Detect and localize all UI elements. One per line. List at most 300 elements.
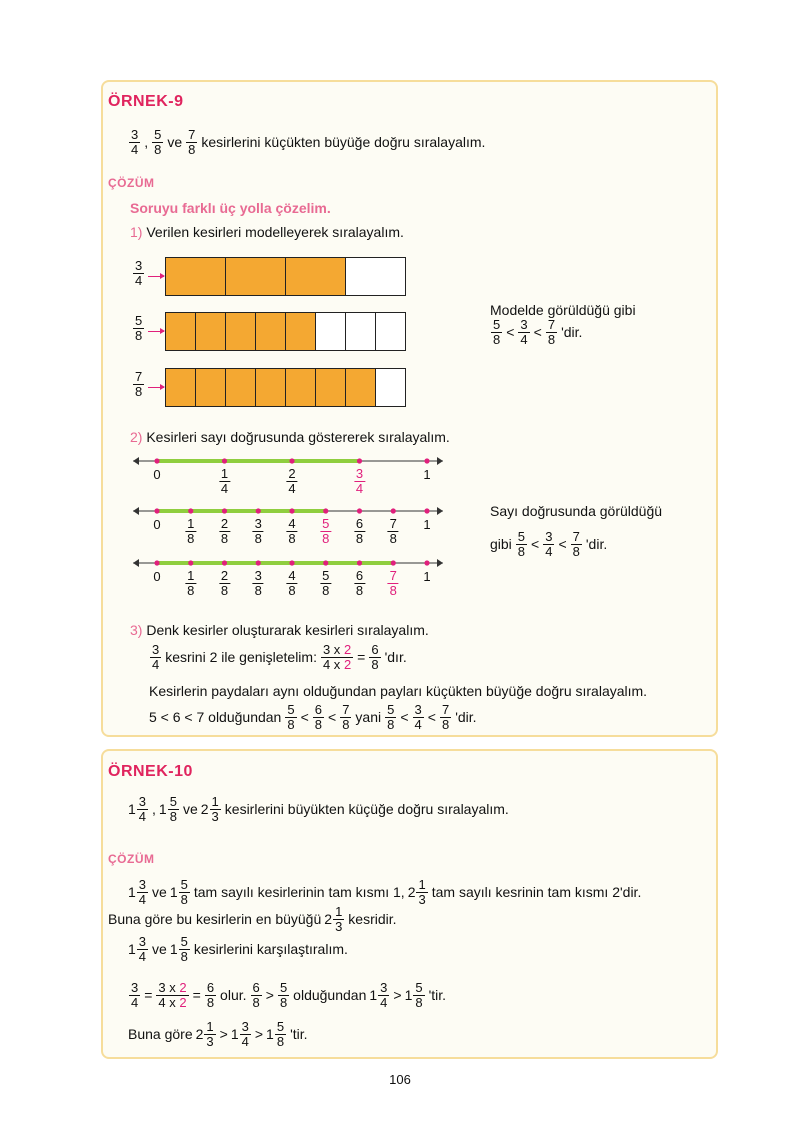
text: olur. [220, 987, 247, 1004]
example-10-solution-label: ÇÖZÜM [108, 852, 155, 866]
numerator: 7 [441, 702, 450, 717]
text: tam sayılı kesirlerinin tam kısmı 1, [193, 884, 405, 901]
fraction-body [320, 517, 331, 545]
text: = [192, 987, 201, 1004]
text: olduğundan [293, 987, 367, 1004]
fraction-body [378, 981, 389, 1009]
tick-fraction [387, 569, 400, 597]
tick-fraction [218, 517, 231, 545]
tick-fraction [184, 517, 197, 545]
fraction-body [369, 643, 380, 671]
fraction-body [253, 569, 264, 597]
tick-point [289, 560, 294, 565]
text: kesirlerini karşılaştıralım. [193, 941, 348, 958]
mixed-number [128, 878, 149, 906]
numerator: 3 [241, 1019, 249, 1034]
numerator: 3 [131, 980, 139, 995]
numerator: 3 [254, 516, 262, 531]
text: ve [182, 801, 198, 818]
fraction [320, 643, 354, 671]
denominator: 8 [135, 327, 143, 343]
fraction [570, 530, 583, 558]
arrow-head-icon [133, 457, 139, 465]
fraction [250, 981, 263, 1009]
denominator: 8 [187, 582, 195, 598]
tick-fraction [218, 467, 231, 495]
fraction-body [286, 467, 297, 495]
example-9-title: ÖRNEK-9 [108, 93, 184, 110]
denominator: 8 [254, 582, 262, 598]
fraction-body [179, 878, 190, 906]
denominator: 4 [414, 716, 422, 732]
step-3-text: Denk kesirler oluşturarak kesirleri sıralayalım. [146, 622, 429, 638]
denominator: 3 [418, 891, 426, 907]
numerator: 3 x 2 [322, 642, 352, 657]
numerator: 1 [211, 794, 219, 809]
tick-point [424, 458, 429, 463]
text: = [357, 649, 366, 666]
text: kesirlerini küçükten büyüğe doğru sıralayalım. [201, 134, 486, 151]
fraction [412, 703, 425, 731]
mixed-number [324, 905, 345, 933]
fraction-body [219, 569, 230, 597]
solution-lead: Soruyu farklı üç yolla çözelim. [130, 200, 331, 216]
denominator: 4 [241, 1033, 249, 1049]
denominator: 8 [342, 716, 350, 732]
text: ve [152, 884, 167, 901]
numerator: 5 [517, 529, 526, 544]
text: tam sayılı kesrinin tam kısmı 2'dir. [431, 884, 642, 901]
denominator: 8 [415, 994, 423, 1010]
denominator: 8 [493, 331, 501, 347]
denominator: 8 [387, 716, 395, 732]
step-2-number: 2) [130, 429, 143, 445]
denominator: 8 [220, 530, 229, 546]
fraction [277, 981, 290, 1009]
page-number: 106 [389, 1072, 411, 1087]
step-1-number: 1) [130, 224, 143, 240]
example-10-title: ÖRNEK-10 [108, 763, 193, 780]
mixed-number [408, 878, 429, 906]
text: < [400, 709, 409, 726]
text: 'tir. [428, 987, 447, 1004]
step-3-line-3 [149, 703, 477, 731]
tick-point [188, 508, 193, 513]
tick-fraction [285, 517, 298, 545]
fraction-body [388, 517, 399, 545]
tick-point [391, 560, 396, 565]
numerator: 3 [414, 702, 422, 717]
arrow-head-icon [437, 559, 443, 567]
fraction-body [313, 703, 324, 731]
fraction [149, 643, 162, 671]
fraction [312, 703, 325, 731]
mixed-number [231, 1020, 252, 1048]
text: < [533, 324, 542, 341]
fraction-body [275, 1020, 286, 1048]
tick-label: 1 [423, 467, 431, 482]
denominator: 8 [288, 530, 296, 546]
fraction-body [354, 467, 365, 495]
denominator: 4 x 2 [158, 994, 187, 1010]
numerator: 2 [220, 568, 229, 583]
fraction-body [204, 1020, 215, 1048]
denominator: 4 [138, 808, 147, 824]
mixed-number [170, 878, 191, 906]
tick-fraction [387, 517, 400, 545]
text: kesirlerini büyükten küçüğe doğru sıralayalım. [224, 801, 509, 818]
denominator: 4 x 2 [322, 656, 352, 672]
denominator: 8 [187, 530, 195, 546]
whole-part: 2 [324, 911, 333, 928]
text: < [558, 536, 567, 553]
denominator: 8 [254, 530, 262, 546]
tick-fraction [353, 517, 366, 545]
tick-point [154, 458, 159, 463]
arrow-head-icon [437, 457, 443, 465]
tick-label: 0 [153, 569, 161, 584]
whole-part: 1 [128, 801, 136, 818]
mixed-number [170, 935, 191, 963]
example-9-solution-label: ÇÖZÜM [108, 176, 155, 190]
denominator: 8 [188, 141, 196, 157]
numerator: 1 [206, 1019, 214, 1034]
denominator: 8 [355, 530, 364, 546]
whole-part: 1 [128, 941, 136, 958]
denominator: 8 [279, 994, 288, 1010]
whole-part: 1 [169, 941, 178, 958]
fraction-body [129, 981, 140, 1009]
fraction-body [340, 703, 351, 731]
fraction [155, 981, 189, 1009]
numerator: 3 [135, 258, 143, 273]
text: , [152, 801, 156, 818]
denominator: 8 [389, 582, 397, 598]
numerator: 5 [493, 317, 501, 332]
fraction-body [168, 795, 179, 823]
denominator: 8 [220, 582, 229, 598]
numerator: 3 [138, 794, 147, 809]
fraction [128, 981, 141, 1009]
step-2-text: Kesirleri sayı doğrusunda göstererek sıralayalım. [146, 429, 450, 445]
fraction-body [251, 981, 262, 1009]
numerator: 2 [220, 516, 229, 531]
fraction-body [253, 517, 264, 545]
numerator: 6 [371, 642, 379, 657]
fraction [439, 703, 452, 731]
fraction-body [354, 517, 365, 545]
tick-label: 1 [423, 517, 431, 532]
tick-point [323, 560, 328, 565]
fraction-body [413, 981, 424, 1009]
whole-part: 1 [404, 987, 413, 1004]
fraction-body [286, 517, 297, 545]
tick-point [256, 508, 261, 513]
numerator: 7 [135, 369, 143, 384]
mixed-number [159, 795, 180, 823]
fraction-body [137, 795, 148, 823]
fraction-body [388, 569, 399, 597]
denominator: 8 [180, 948, 188, 964]
numerator: 4 [288, 516, 296, 531]
numerator: 5 [322, 568, 330, 583]
fraction-body [219, 467, 230, 495]
whole-part: 2 [200, 801, 209, 818]
tick-fraction [252, 569, 265, 597]
numerator: 7 [188, 127, 196, 142]
denominator: 8 [287, 716, 295, 732]
fraction-body [185, 569, 196, 597]
tick-fraction [252, 517, 265, 545]
tick-label: 0 [153, 517, 161, 532]
numerator: 2 [288, 466, 296, 481]
denominator: 4 [545, 543, 553, 559]
denominator: 4 [131, 994, 139, 1010]
text: < [328, 709, 337, 726]
numerator: 6 [314, 702, 322, 717]
denominator: 8 [355, 582, 364, 598]
fraction-body [413, 703, 424, 731]
numerator: 3 [520, 317, 528, 332]
mixed-number [201, 795, 222, 823]
denominator: 8 [371, 656, 379, 672]
numerator: 7 [547, 317, 556, 332]
denominator: 4 [380, 994, 388, 1010]
whole-part: 2 [407, 884, 416, 901]
numerator: 6 [252, 980, 260, 995]
tick-point [222, 560, 227, 565]
numerator: 5 [322, 516, 330, 531]
mixed-number [405, 981, 426, 1009]
whole-part: 1 [169, 884, 178, 901]
denominator: 4 [152, 656, 160, 672]
fraction-body [571, 530, 582, 558]
denominator: 8 [276, 1033, 285, 1049]
fraction [339, 703, 352, 731]
fraction-body [354, 569, 365, 597]
denominator: 8 [169, 808, 177, 824]
text: kesridir. [348, 911, 397, 928]
numerator: 5 [154, 127, 162, 142]
numerator: 1 [187, 516, 195, 531]
denominator: 4 [520, 331, 528, 347]
numerator: 5 [180, 934, 188, 949]
mixed-number [266, 1020, 287, 1048]
denominator: 3 [335, 918, 343, 934]
fraction-body [333, 905, 344, 933]
text: ve [167, 134, 183, 151]
numerator: 3 [138, 877, 147, 892]
fraction-body [219, 517, 230, 545]
numerator: 6 [206, 980, 215, 995]
text: < [506, 324, 515, 341]
tick-point [357, 560, 362, 565]
tick-point [323, 508, 328, 513]
numerator: 3 [131, 127, 139, 142]
whole-part: 1 [158, 801, 167, 818]
text: 'dir. [585, 536, 608, 553]
example-10-line-4 [128, 981, 446, 1009]
arrow-head-icon [437, 507, 443, 515]
numerator: 5 [279, 980, 288, 995]
text: 'tir. [290, 1026, 308, 1043]
tick-fraction [218, 569, 231, 597]
denominator: 8 [135, 383, 143, 399]
denominator: 4 [138, 948, 147, 964]
fraction-body [205, 981, 216, 1009]
text: Buna göre [128, 1026, 193, 1043]
fraction-body [285, 703, 296, 731]
fraction-body [516, 530, 527, 558]
fraction [284, 703, 297, 731]
numerator: 1 [220, 466, 229, 481]
text: > [219, 1026, 228, 1043]
denominator: 8 [441, 716, 450, 732]
fraction-body [278, 981, 289, 1009]
mixed-number [369, 981, 390, 1009]
tick-point [154, 508, 159, 513]
denominator: 8 [314, 716, 322, 732]
text: kesrini 2 ile genişletelim: [165, 649, 317, 666]
fraction [515, 530, 528, 558]
text: Buna göre bu kesirlerin en büyüğü [108, 911, 322, 928]
tick-label: 1 [423, 569, 431, 584]
arrow-head-icon [133, 507, 139, 515]
denominator: 8 [252, 994, 260, 1010]
fraction-body [150, 643, 161, 671]
tick-fraction [319, 517, 332, 545]
whole-part: 1 [230, 1026, 239, 1043]
tick-point [424, 508, 429, 513]
denominator: 3 [206, 1033, 214, 1049]
fraction [204, 981, 217, 1009]
tick-fraction [353, 467, 366, 495]
step-3-line-2: Kesirlerin paydaları aynı olduğundan payları küçükten büyüğe doğru sıralayalım. [149, 683, 648, 699]
text: < [300, 709, 309, 726]
fraction [384, 703, 397, 731]
denominator: 8 [572, 543, 580, 559]
whole-part: 1 [266, 1026, 274, 1043]
numerator: 3 [380, 980, 388, 995]
tick-point [357, 458, 362, 463]
numerator: 5 [387, 702, 395, 717]
numerator: 7 [389, 516, 397, 531]
denominator: 4 [288, 480, 296, 496]
denominator: 4 [138, 891, 147, 907]
tick-label: 0 [153, 467, 161, 482]
step-3 [130, 622, 429, 638]
tick-point [289, 458, 294, 463]
numerator: 5 [287, 702, 295, 717]
numerator: 6 [355, 516, 364, 531]
text: < [427, 709, 436, 726]
numerator: 1 [335, 904, 343, 919]
text: 5 < 6 < 7 olduğundan [149, 709, 282, 726]
numerator: 3 [545, 529, 553, 544]
denominator: 8 [547, 331, 556, 347]
text: > [265, 987, 274, 1004]
text: 'dir. [455, 709, 477, 726]
numerator: 3 [355, 466, 364, 481]
denominator: 4 [355, 480, 364, 496]
whole-part: 1 [128, 884, 136, 901]
example-10-question [128, 795, 509, 823]
denominator: 8 [322, 582, 330, 598]
fraction-body [385, 703, 396, 731]
numerator: 3 x 2 [158, 980, 187, 995]
fraction-body [321, 643, 353, 671]
text: ve [152, 941, 167, 958]
mixed-number [196, 1020, 217, 1048]
fraction [368, 643, 381, 671]
text: yani [355, 709, 382, 726]
denominator: 4 [135, 272, 143, 288]
numerator: 4 [288, 568, 296, 583]
tick-fraction [319, 569, 332, 597]
tick-point [424, 560, 429, 565]
example-10-line-5 [128, 1020, 308, 1048]
numerator: 5 [180, 877, 188, 892]
whole-part: 2 [195, 1026, 204, 1043]
number-line-note-1: Sayı doğrusunda görüldüğü [490, 503, 663, 519]
denominator: 8 [180, 891, 188, 907]
fraction-body [440, 703, 451, 731]
numerator: 3 [138, 934, 147, 949]
numerator: 1 [418, 877, 426, 892]
step-3-line-1 [149, 643, 407, 671]
model-note-1: Modelde görüldüğü gibi [490, 302, 636, 318]
tick-point [222, 458, 227, 463]
denominator: 3 [211, 808, 219, 824]
text: 'dir. [561, 324, 583, 341]
denominator: 8 [517, 543, 526, 559]
fraction-body [240, 1020, 251, 1048]
numerator: 5 [276, 1019, 285, 1034]
text: , [144, 134, 149, 151]
text: > [393, 987, 402, 1004]
numerator: 5 [135, 313, 143, 328]
tick-fraction [285, 569, 298, 597]
mixed-number [128, 935, 149, 963]
denominator: 4 [220, 480, 229, 496]
fraction-body [543, 530, 554, 558]
denominator: 8 [154, 141, 162, 157]
fraction-body [137, 935, 148, 963]
denominator: 8 [206, 994, 215, 1010]
text: gibi [490, 536, 512, 553]
numerator: 6 [355, 568, 364, 583]
numerator: 3 [152, 642, 160, 657]
numerator: 7 [342, 702, 350, 717]
fraction-body [185, 517, 196, 545]
mixed-number [128, 795, 149, 823]
tick-point [154, 560, 159, 565]
tick-point [357, 508, 362, 513]
tick-point [256, 560, 261, 565]
whole-part: 1 [369, 987, 378, 1004]
arrow-head-icon [133, 559, 139, 567]
number-line-note-2 [490, 530, 607, 558]
numerator: 3 [254, 568, 262, 583]
numerator: 5 [415, 980, 423, 995]
denominator: 8 [288, 582, 296, 598]
example-10-line-1 [128, 878, 641, 906]
tick-point [289, 508, 294, 513]
example-10-line-2 [108, 905, 397, 933]
text: < [531, 536, 540, 553]
numerator: 1 [187, 568, 195, 583]
numerator: 5 [169, 794, 177, 809]
